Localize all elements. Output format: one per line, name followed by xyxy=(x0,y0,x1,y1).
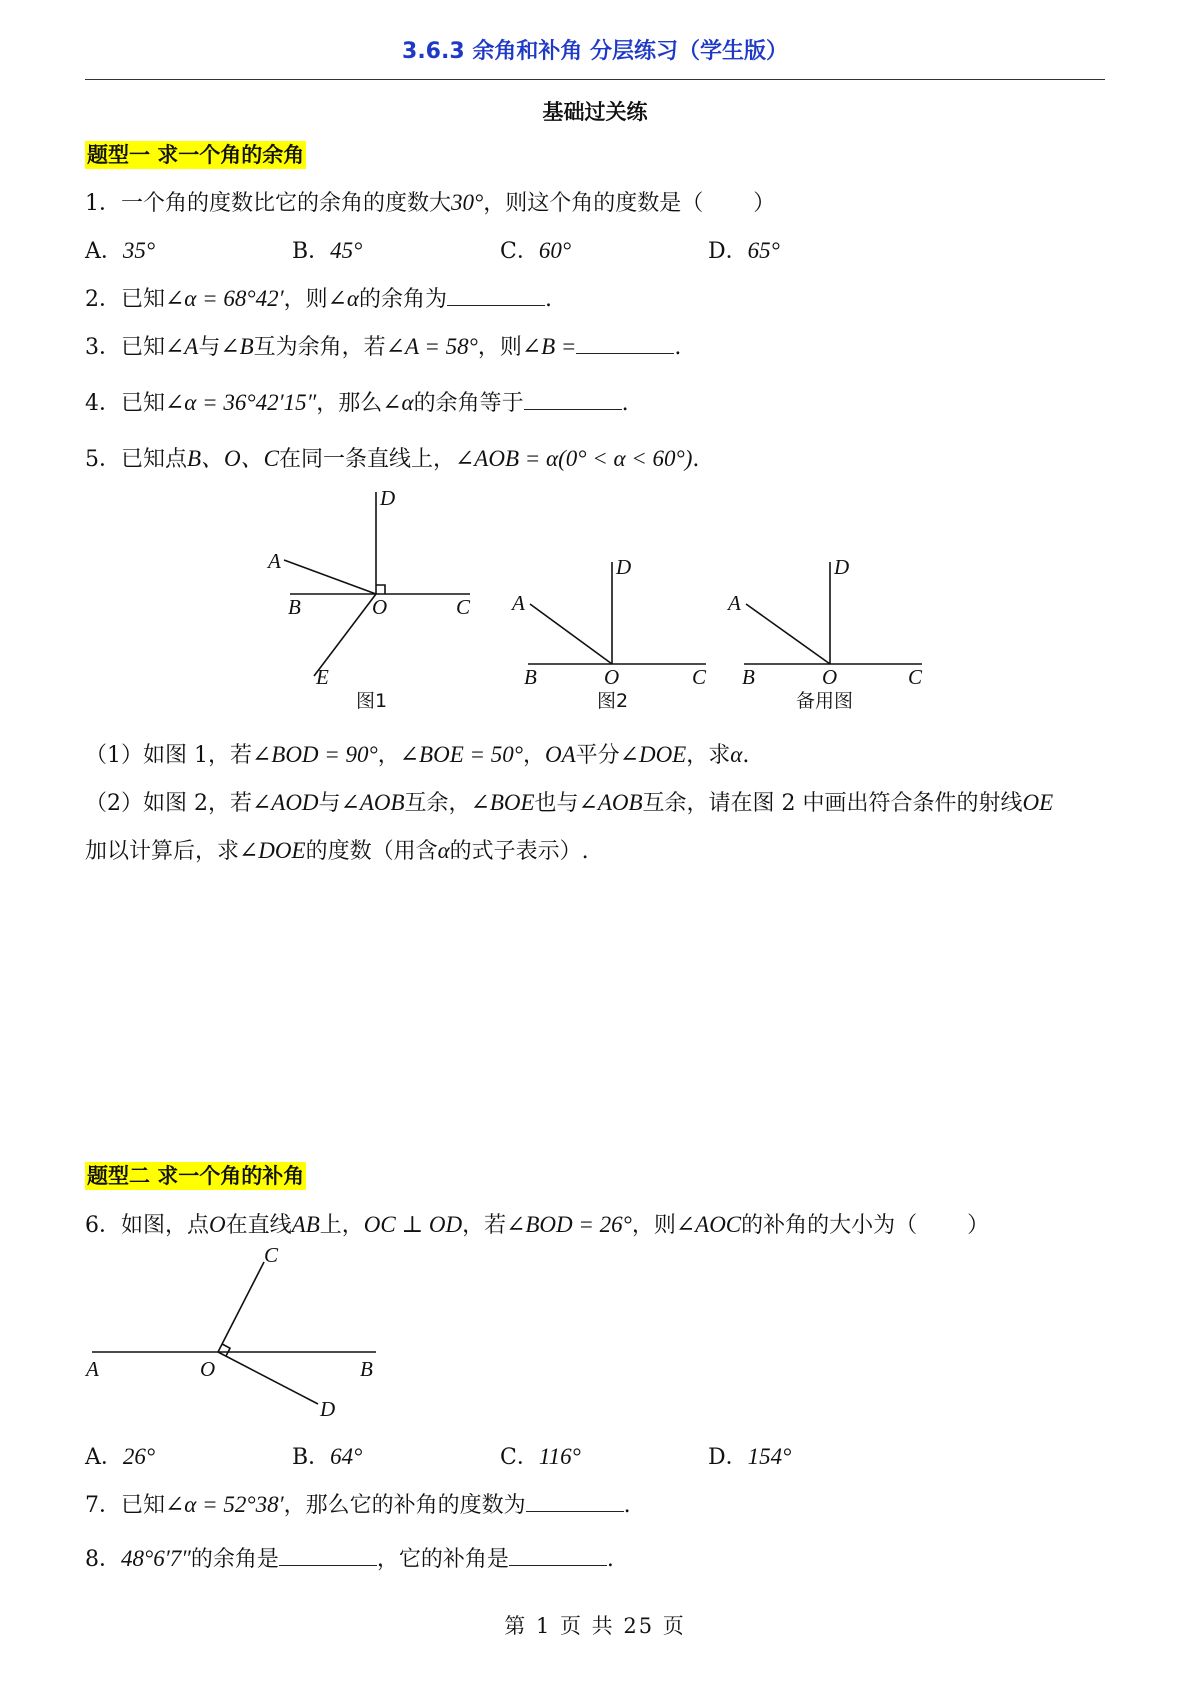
question-2: 2．已知∠α = 68°42′，则∠α的余角为 . xyxy=(85,286,552,312)
question-3: 3．已知∠A与∠B互为余角，若∠A = 58°，则∠B = . xyxy=(85,334,682,360)
q6-ray-oc xyxy=(218,1262,264,1352)
fig2-label-b: B xyxy=(524,665,537,689)
q8-blank-supplement[interactable] xyxy=(509,1545,607,1566)
question-4: 4．已知∠α = 36°42′15″，那么∠α的余角等于 . xyxy=(85,390,629,416)
header-rule xyxy=(85,79,1105,80)
q1-value: 30° xyxy=(451,190,484,215)
q3-answer-blank[interactable] xyxy=(576,333,674,354)
fig1-label-o: O xyxy=(372,595,388,619)
section-title: 基础过关练 xyxy=(542,100,648,124)
fig1-label-e: E xyxy=(316,665,329,689)
q5-sub-1: （1）如图 1，若∠BOD = 90°，∠BOE = 50°，OA平分∠DOE，求α. xyxy=(85,742,750,768)
fig1-right-angle xyxy=(376,585,385,594)
fig1-ray-oe xyxy=(314,594,376,676)
fig3-label-a: A xyxy=(728,591,741,615)
page-title: 3.6.3 余角和补角 分层练习（学生版） xyxy=(402,39,788,64)
q1-text: 1．一个角的度数比它的余角的度数大 xyxy=(85,191,451,216)
fig3-label-d: D xyxy=(834,555,850,579)
q1-option-a: A．35° xyxy=(85,238,156,264)
fig2-label-o: O xyxy=(604,665,620,689)
q1-option-c: C．60° xyxy=(500,238,572,264)
fig3-caption: 备用图 xyxy=(796,690,854,712)
fig2-ray-oa xyxy=(530,604,612,664)
fig2-label-c: C xyxy=(692,665,707,689)
q6-option-a: A．26° xyxy=(85,1444,156,1470)
q6-label-a: A xyxy=(86,1357,99,1381)
q6-ray-od xyxy=(218,1352,318,1404)
q6-option-b: B．64° xyxy=(292,1444,363,1470)
q1-option-b: B．45° xyxy=(292,238,363,264)
question-6: 6．如图，点O在直线AB上，OC ⊥ OD，若∠BOD = 26°，则∠AOC的补角的大小为（ ） xyxy=(85,1212,990,1238)
q8-blank-complement[interactable] xyxy=(279,1545,377,1566)
fig2-caption: 图2 xyxy=(597,690,629,712)
q1-option-d: D．65° xyxy=(708,238,780,264)
q7-answer-blank[interactable] xyxy=(526,1491,624,1512)
q6-option-d: D．154° xyxy=(708,1444,792,1470)
type2-label: 题型二 求一个角的补角 xyxy=(87,1164,305,1188)
type1-label: 题型一 求一个角的余角 xyxy=(87,143,305,167)
q1-close: ） xyxy=(753,191,776,216)
type2-heading xyxy=(85,1160,306,1190)
fig3-ray-oa xyxy=(746,604,830,664)
q6-label-c: C xyxy=(264,1243,279,1267)
q6-label-o: O xyxy=(200,1357,216,1381)
q6-option-c: C．116° xyxy=(500,1444,581,1470)
q6-label-d: D xyxy=(320,1397,336,1421)
fig2-label-d: D xyxy=(616,555,632,579)
fig1-caption: 图1 xyxy=(356,690,388,712)
fig2-label-a: A xyxy=(512,591,525,615)
page-footer: 第 1 页 共 25 页 xyxy=(504,1614,686,1638)
fig1-label-a: A xyxy=(268,549,281,573)
question-1 xyxy=(85,186,775,217)
q2-answer-blank[interactable] xyxy=(447,285,545,306)
fig1-label-b: B xyxy=(288,595,301,619)
q5-sub-2: （2）如图 2，若∠AOD与∠AOB互余，∠BOE也与∠AOB互余，请在图 2 中画出符合条件的射线OE xyxy=(85,790,1054,816)
fig1-ray-oa xyxy=(284,560,376,594)
fig3-label-b: B xyxy=(742,665,755,689)
question-8: 8．48°6′7″的余角是 ，它的补角是 . xyxy=(85,1546,614,1572)
fig1-label-c: C xyxy=(456,595,471,619)
q4-answer-blank[interactable] xyxy=(524,389,622,410)
type1-heading xyxy=(85,139,306,169)
q1-suffix: ，则这个角的度数是（ xyxy=(483,191,704,216)
fig3-label-c: C xyxy=(908,665,923,689)
q6-right-angle xyxy=(222,1344,230,1356)
q5-sub-2-cont: 加以计算后，求∠DOE的度数（用含α的式子表示）. xyxy=(85,838,589,864)
question-7: 7．已知∠α = 52°38′，那么它的补角的度数为 . xyxy=(85,1492,631,1518)
question-5: 5．已知点B、O、C在同一条直线上，∠AOB = α(0° < α < 60°). xyxy=(85,446,700,472)
fig1-label-d: D xyxy=(380,486,396,510)
fig3-label-o: O xyxy=(822,665,838,689)
q6-label-b: B xyxy=(360,1357,373,1381)
